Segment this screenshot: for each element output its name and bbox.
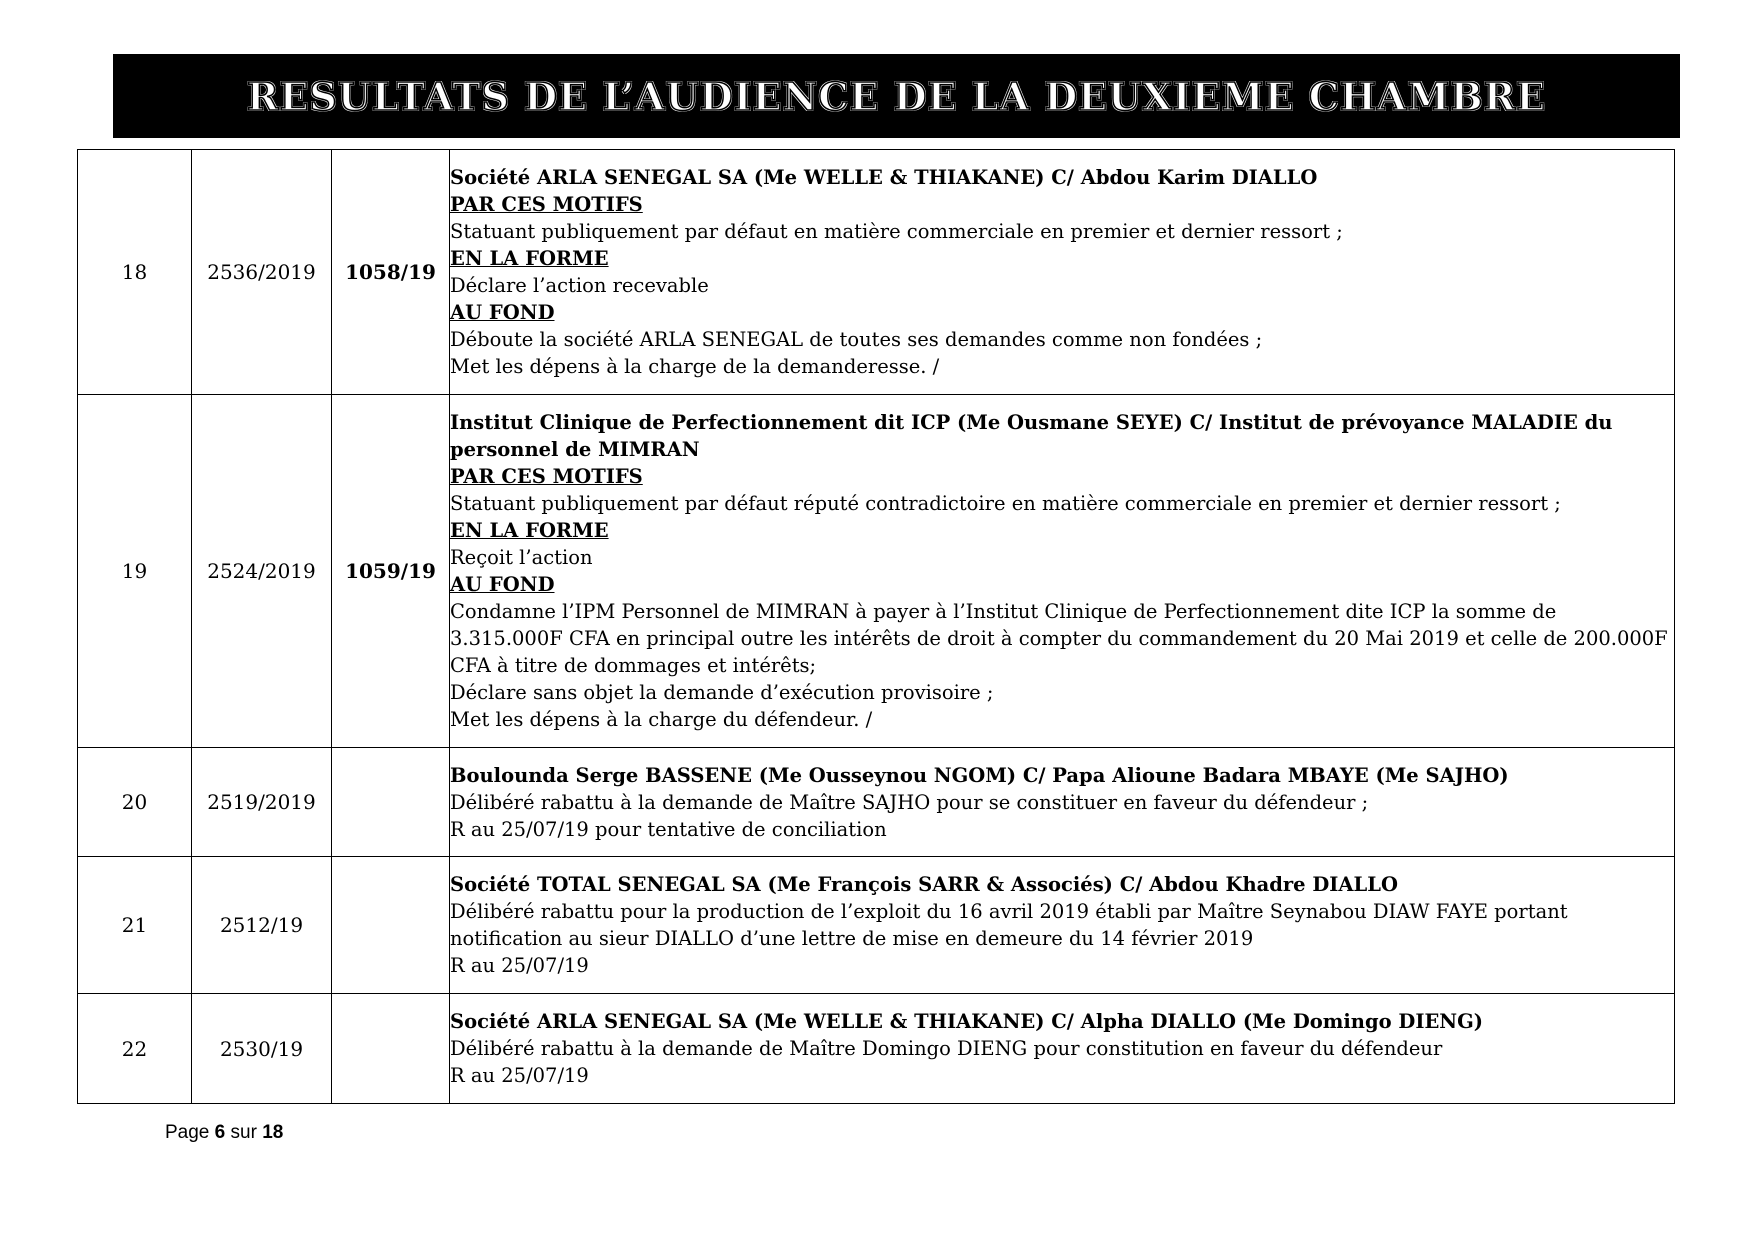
section-heading: AU FOND [450,301,555,324]
case-text: Met les dépens à la charge de la demanderesse. / [450,355,940,378]
section-heading: PAR CES MOTIFS [450,465,643,488]
role-number: 2524/2019 [192,395,332,748]
table-row [78,150,1675,395]
current-page: 6 [214,1122,226,1143]
case-number: 19 [78,395,192,748]
results-table [77,149,1675,1104]
case-content [450,395,1675,748]
case-text: Condamne l’IPM Personnel de MIMRAN à payer à l’Institut Clinique de Perfectionnement dite ICP la somme de 3.315.000F CFA en principal outre les intérêts de droit à compter du commandement du 20 Mai 2019 et celle de 200.000F CFA à titre de dommages et intérêts; [450,600,1668,677]
decision-number [332,994,450,1104]
table-row [78,857,1675,994]
page-label: Page [165,1122,210,1143]
section-heading: EN LA FORME [450,519,609,542]
section-heading: AU FOND [450,573,555,596]
decision-number: 1059/19 [332,395,450,748]
case-content [450,748,1675,857]
page-separator: sur [230,1122,257,1143]
page-footer [165,1122,283,1144]
case-number: 21 [78,857,192,994]
decision-number [332,748,450,857]
case-parties: Société ARLA SENEGAL SA (Me WELLE & THIAKANE) C/ Abdou Karim DIALLO [450,166,1318,189]
table-row [78,748,1675,857]
case-number: 18 [78,150,192,395]
case-text: R au 25/07/19 [450,1064,589,1087]
role-number: 2519/2019 [192,748,332,857]
case-text: Déboute la société ARLA SENEGAL de toutes ses demandes comme non fondées ; [450,328,1263,351]
case-content [450,150,1675,395]
case-text: R au 25/07/19 [450,954,589,977]
case-parties: Société ARLA SENEGAL SA (Me WELLE & THIAKANE) C/ Alpha DIALLO (Me Domingo DIENG) [450,1010,1484,1033]
table-row [78,395,1675,748]
case-text: Délibéré rabattu à la demande de Maître SAJHO pour se constituer en faveur du défendeur ; [450,790,1369,814]
role-number: 2536/2019 [192,150,332,395]
page-title: RESULTATS DE L’AUDIENCE DE LA DEUXIEME CHAMBRE [246,73,1547,119]
title-banner [113,54,1680,138]
case-text: Délibéré rabattu pour la production de l’exploit du 16 avril 2019 établi par Maître Seynabou DIAW FAYE portant notification au sieur DIALLO d’une lettre de mise en demeure du 14 février 2019 [450,900,1568,950]
case-text: R au 25/07/19 pour tentative de conciliation [450,817,887,841]
case-text: Statuant publiquement par défaut réputé contradictoire en matière commerciale en premier et dernier ressort ; [450,492,1561,515]
case-number: 22 [78,994,192,1104]
section-heading: PAR CES MOTIFS [450,193,643,216]
case-number: 20 [78,748,192,857]
table-row [78,994,1675,1104]
case-parties: Institut Clinique de Perfectionnement dit ICP (Me Ousmane SEYE) C/ Institut de prévoyance MALADIE du personnel de MIMRAN [450,411,1613,461]
decision-number [332,857,450,994]
case-text: Met les dépens à la charge du défendeur. / [450,708,873,731]
case-text: Reçoit l’action [450,546,593,569]
case-content [450,857,1675,994]
case-parties: Société TOTAL SENEGAL SA (Me François SARR & Associés) C/ Abdou Khadre DIALLO [450,873,1398,896]
case-text: Déclare sans objet la demande d’exécution provisoire ; [450,681,994,704]
section-heading: EN LA FORME [450,247,609,270]
total-pages: 18 [262,1122,284,1143]
role-number: 2530/19 [192,994,332,1104]
case-content [450,994,1675,1104]
decision-number: 1058/19 [332,150,450,395]
case-parties: Boulounda Serge BASSENE (Me Ousseynou NGOM) C/ Papa Alioune Badara MBAYE (Me SAJHO) [450,763,1509,787]
role-number: 2512/19 [192,857,332,994]
case-text: Statuant publiquement par défaut en matière commerciale en premier et dernier ressort ; [450,220,1343,243]
case-text: Déclare l’action recevable [450,274,709,297]
case-text: Délibéré rabattu à la demande de Maître Domingo DIENG pour constitution en faveur du défendeur [450,1037,1443,1060]
